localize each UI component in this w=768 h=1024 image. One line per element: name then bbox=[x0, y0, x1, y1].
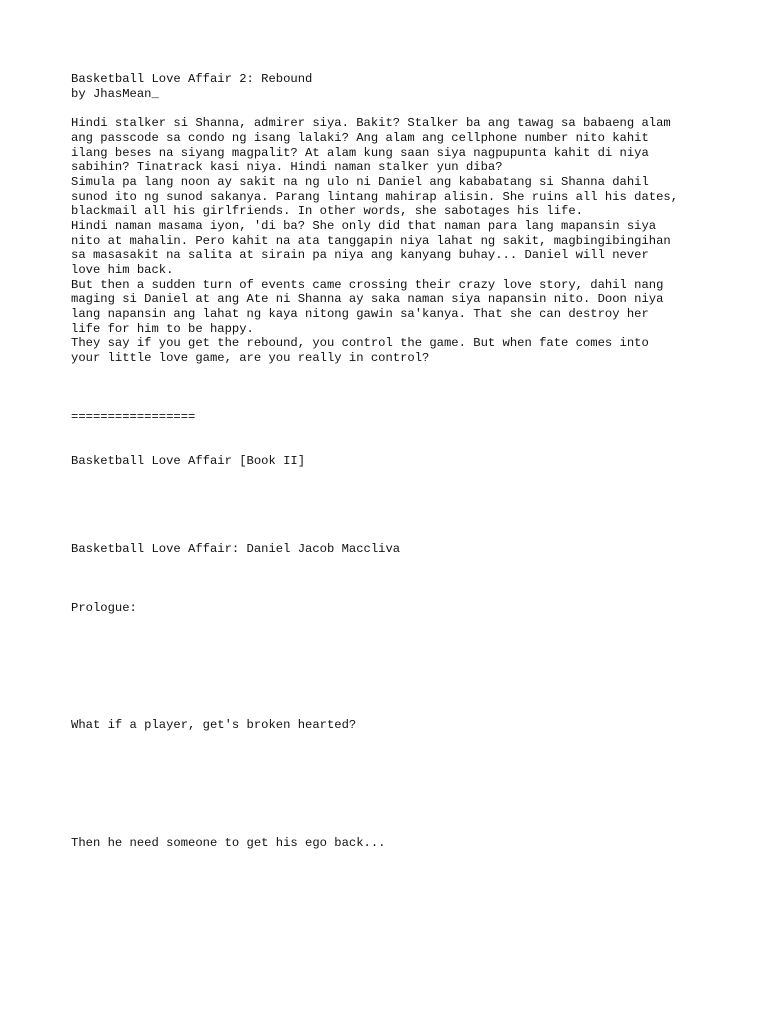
document-title: Basketball Love Affair 2: Rebound bbox=[71, 72, 313, 86]
blurb-line: sabihin? Tinatrack kasi niya. Hindi naman stalker yun diba? bbox=[71, 160, 503, 174]
prologue-label: Prologue: bbox=[71, 601, 137, 615]
book-heading: Basketball Love Affair [Book II] bbox=[71, 454, 306, 468]
blurb-line: ang passcode sa condo ng isang lalaki? Ang alam ang cellphone number nito kahit bbox=[71, 131, 649, 145]
blurb-line: nito at mahalin. Pero kahit na ata tanggapin niya lahat ng sakit, magbingibingihan bbox=[71, 234, 671, 248]
blurb-line: lang napansin ang lahat ng kaya nitong gawin sa'kanya. That she can destroy her bbox=[71, 307, 649, 321]
blurb-line: your little love game, are you really in control? bbox=[71, 351, 430, 365]
blurb-line: Hindi naman masama iyon, 'di ba? She only did that naman para lang mapansin siya bbox=[71, 219, 657, 233]
book-subtitle: Basketball Love Affair: Daniel Jacob Maccliva bbox=[71, 542, 401, 556]
prologue-line: What if a player, get's broken hearted? bbox=[71, 718, 357, 732]
prologue-line: Then he need someone to get his ego back... bbox=[71, 836, 386, 850]
blurb-line: Hindi stalker si Shanna, admirer siya. Bakit? Stalker ba ang tawag sa babaeng alam bbox=[71, 116, 671, 130]
blurb-line: But then a sudden turn of events came crossing their crazy love story, dahil nang bbox=[71, 278, 664, 292]
blurb-line: ilang beses na siyang magpalit? At alam kung saan siya nagpupunta kahit di niya bbox=[71, 146, 649, 160]
blurb-line: They say if you get the rebound, you control the game. But when fate comes into bbox=[71, 336, 649, 350]
blurb-line: sa masasakit na salita at sirain pa niya ang kanyang buhay... Daniel will never bbox=[71, 248, 649, 262]
blurb-line: sunod ito ng sunod sakanya. Parang lintang mahirap alisin. She ruins all his dates, bbox=[71, 190, 679, 204]
blurb-line: life for him to be happy. bbox=[71, 322, 254, 336]
blurb-line: Simula pa lang noon ay sakit na ng ulo ni Daniel ang kababatang si Shanna dahil bbox=[71, 175, 649, 189]
blurb-line: maging si Daniel at ang Ate ni Shanna ay saka naman siya napansin nito. Doon niya bbox=[71, 292, 664, 306]
blurb-line: love him back. bbox=[71, 263, 174, 277]
section-separator: ================= bbox=[71, 410, 196, 424]
blurb-line: blackmail all his girlfriends. In other words, she sabotages his life. bbox=[71, 204, 583, 218]
document-byline: by JhasMean_ bbox=[71, 87, 159, 101]
